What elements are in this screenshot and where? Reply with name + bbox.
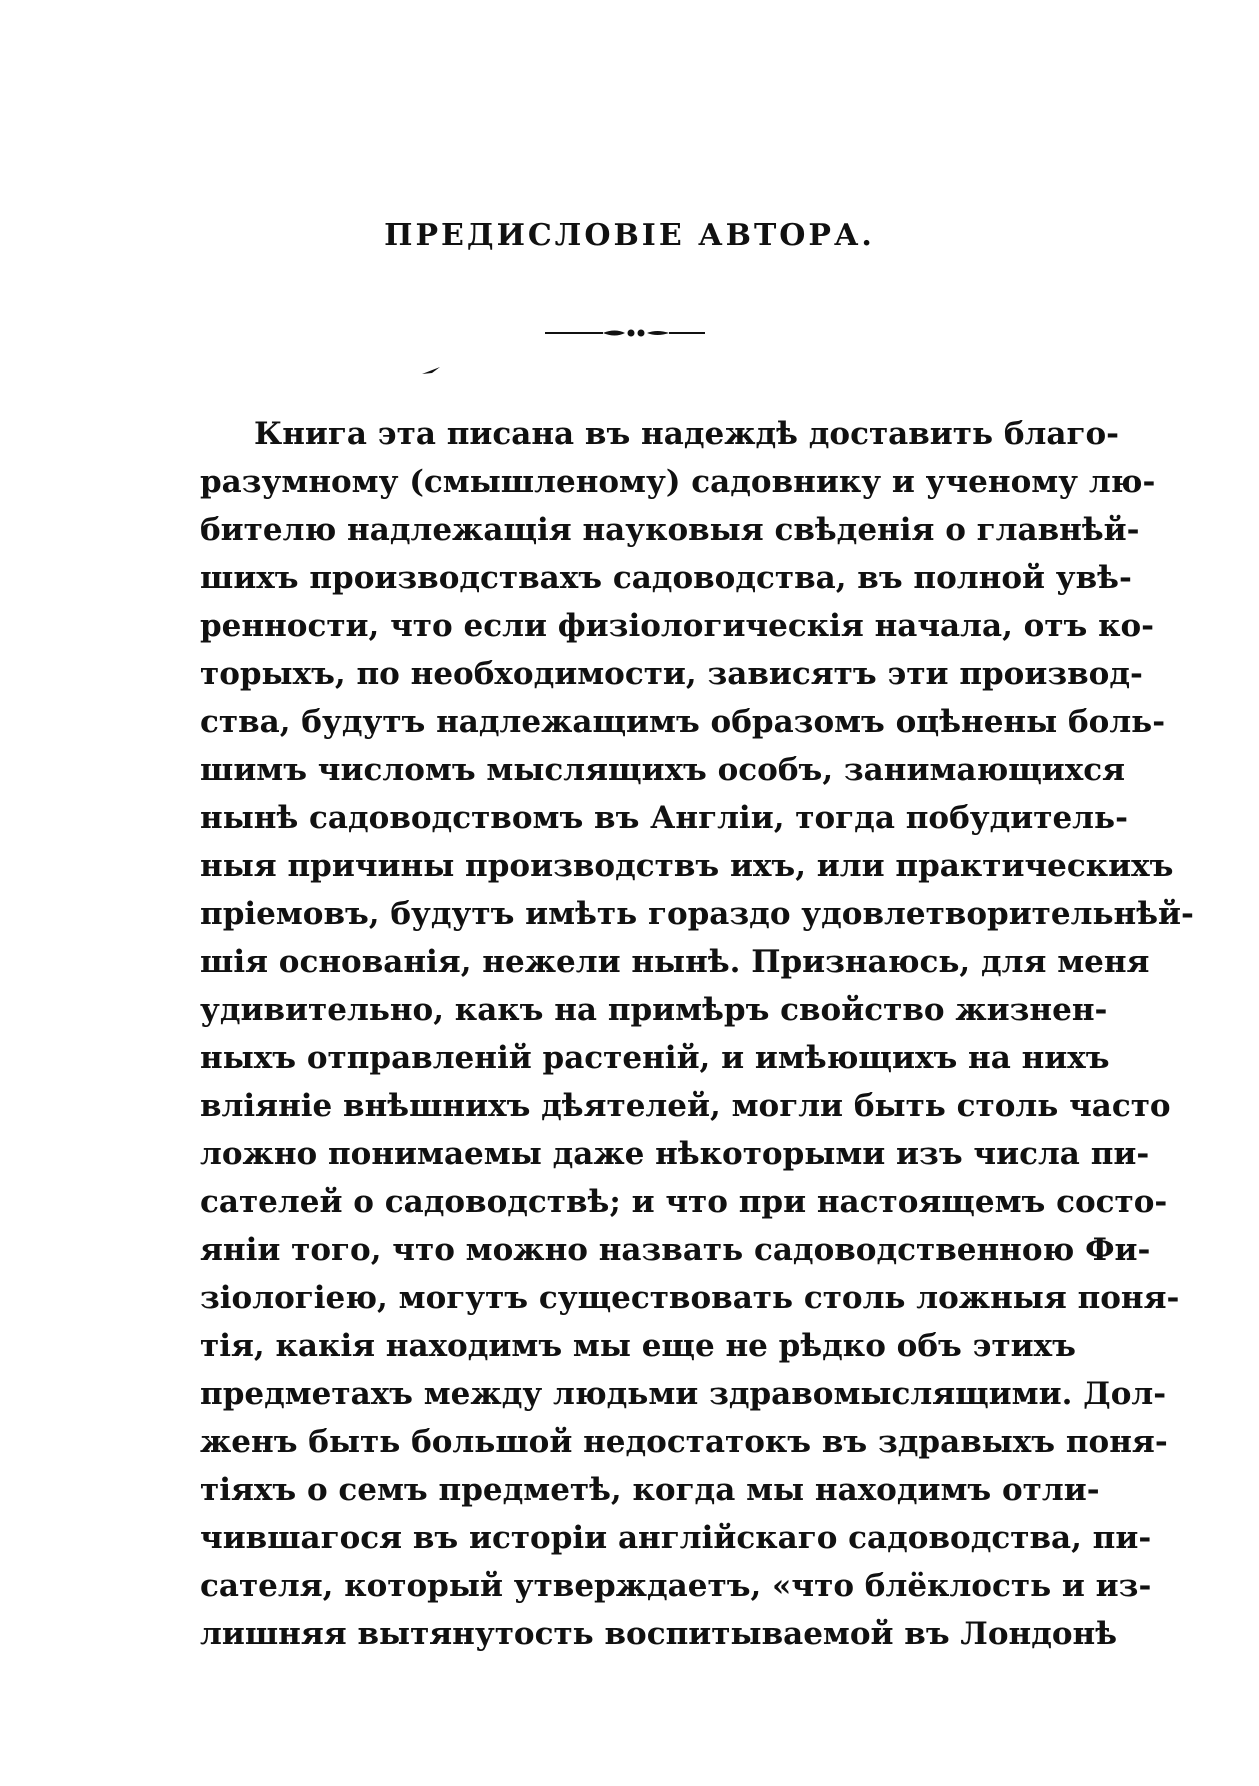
text-line: ренности, что если физіологическія начала, отъ ко- [200,608,1155,644]
decorative-rule-ornament-icon [545,322,705,344]
text-line: сателей о садоводствѣ; и что при настоящемъ состо- [200,1184,1168,1220]
text-line: пріемовъ, будутъ имѣть гораздо удовлетворительнѣй- [200,896,1194,932]
text-line: шія основанія, нежели нынѣ. Признаюсь, для меня [200,944,1150,980]
text-line: удивительно, какъ на примѣръ свойство жизнен- [200,992,1108,1028]
text-line: ства, будутъ надлежащимъ образомъ оцѣнены боль- [200,704,1166,740]
text-line: Книга эта писана въ надеждѣ доставить благо- [254,416,1120,452]
text-line: тія, какія находимъ мы еще не рѣдко объ этихъ [200,1328,1076,1364]
text-line: зіологіею, могутъ существовать столь ложныя поня- [200,1280,1180,1316]
page-title: ПРЕДИСЛОВІЕ АВТОРА. [384,218,875,253]
text-line: разумному (смышленому) садовнику и ученому лю- [200,464,1156,500]
text-line: ложно понимаемы даже нѣкоторыми изъ числа пи- [200,1136,1150,1172]
text-line: ныя причины производствъ ихъ, или практическихъ [200,848,1174,884]
text-line: вліяніе внѣшнихъ дѣятелей, могли быть столь часто [200,1088,1171,1124]
text-line: чившагося въ исторіи англійскаго садоводства, пи- [200,1520,1152,1556]
text-line: торыхъ, по необходимости, зависятъ эти производ- [200,656,1143,692]
text-line: тіяхъ о семъ предметѣ, когда мы находимъ отли- [200,1472,1100,1508]
text-line: предметахъ между людьми здравомыслящими. Дол- [200,1376,1167,1412]
ink-mark-icon [420,364,442,378]
text-line: ныхъ отправленій растеній, и имѣющихъ на нихъ [200,1040,1110,1076]
text-line: сателя, который утверждаетъ, «что блёклость и из- [200,1568,1152,1604]
text-line: нынѣ садоводствомъ въ Англіи, тогда побудитель- [200,800,1128,836]
text-line: шихъ производствахъ садоводства, въ полной увѣ- [200,560,1132,596]
text-line: яніи того, что можно назвать садоводственною Фи- [200,1232,1151,1268]
text-line: женъ быть большой недостатокъ въ здравыхъ поня- [200,1424,1168,1460]
text-line: бителю надлежащія науковыя свѣденія о главнѣй- [200,512,1140,548]
text-line: лишняя вытянутость воспитываемой въ Лондонѣ [200,1616,1118,1652]
text-line: шимъ числомъ мыслящихъ особъ, занимающихся [200,752,1126,788]
body-text [200,410,1194,1658]
